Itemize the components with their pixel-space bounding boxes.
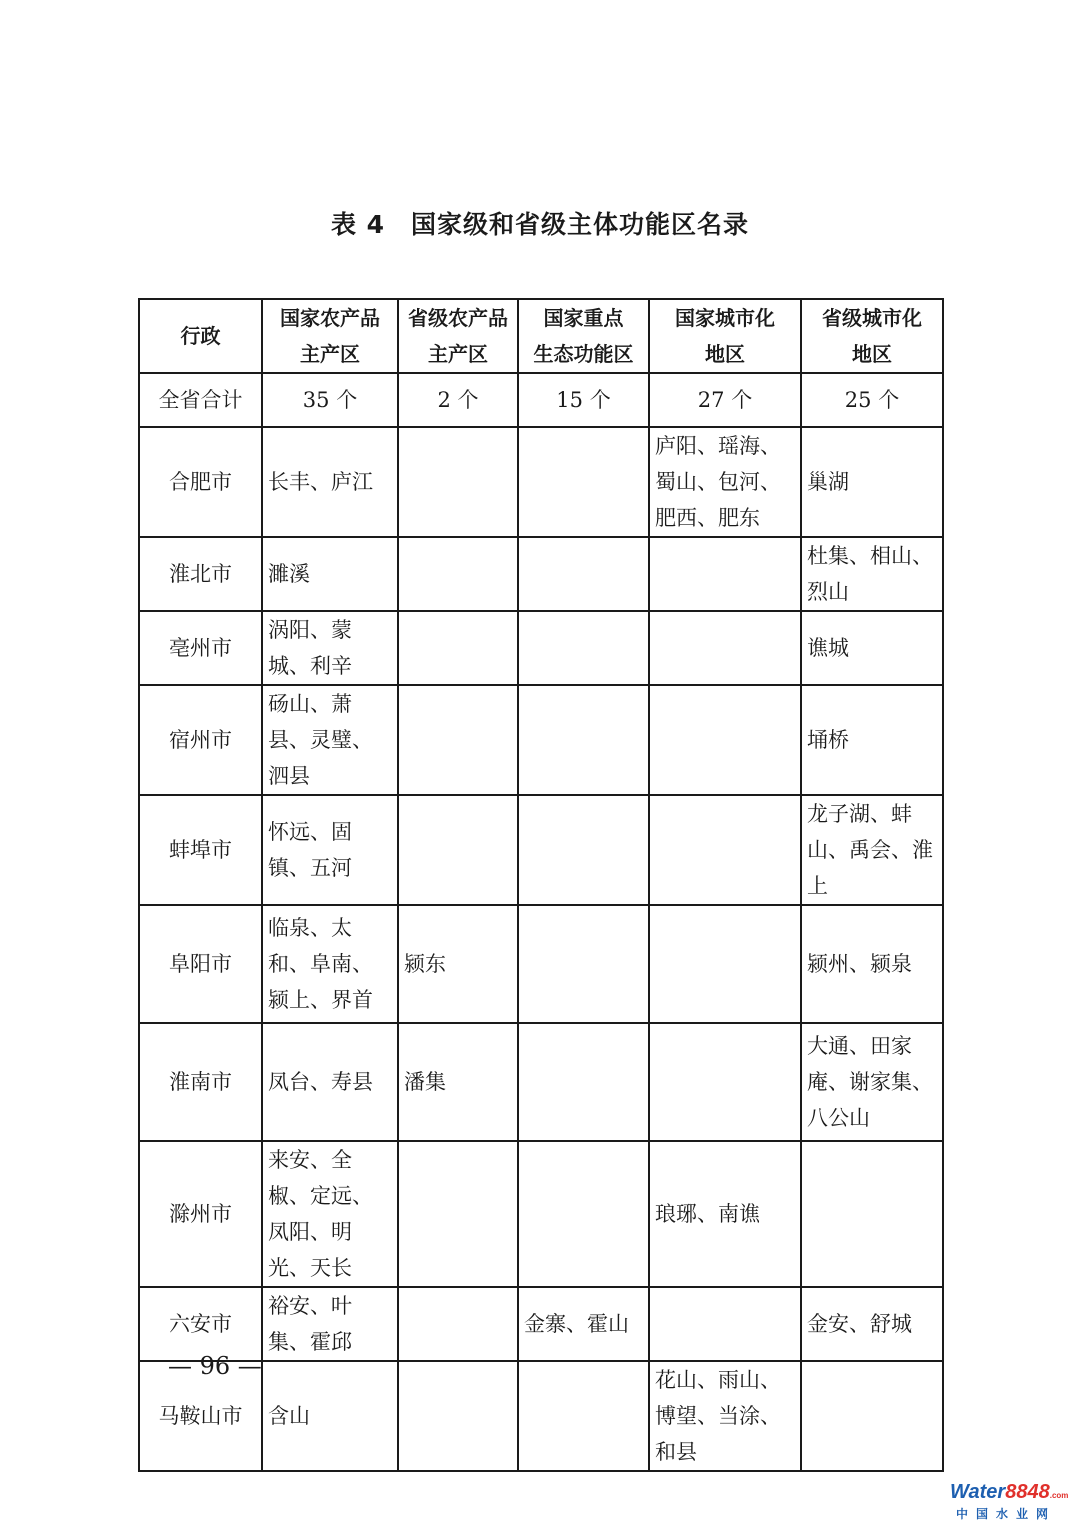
header-cell: 行政 bbox=[139, 299, 262, 373]
zone-cell: 琅琊、南谯 bbox=[649, 1141, 801, 1287]
zone-cell bbox=[649, 611, 801, 685]
zone-cell: 谯城 bbox=[801, 611, 943, 685]
city-cell: 淮北市 bbox=[139, 537, 262, 611]
zone-cell bbox=[398, 537, 518, 611]
zone-cell bbox=[518, 1023, 649, 1141]
zone-cell bbox=[649, 905, 801, 1023]
zone-cell: 大通、田家庵、谢家集、八公山 bbox=[801, 1023, 943, 1141]
page-number: — 96 — bbox=[168, 1352, 262, 1380]
zone-cell: 金寨、霍山 bbox=[518, 1287, 649, 1361]
table-row bbox=[139, 537, 943, 611]
table-row bbox=[139, 905, 943, 1023]
zone-cell: 砀山、萧县、灵璧、泗县 bbox=[262, 685, 398, 795]
total-cell: 25 个 bbox=[801, 373, 943, 427]
table-number: 表 4 bbox=[330, 210, 386, 239]
zone-cell bbox=[398, 1361, 518, 1471]
zone-cell: 潘集 bbox=[398, 1023, 518, 1141]
city-cell: 滁州市 bbox=[139, 1141, 262, 1287]
city-cell: 蚌埠市 bbox=[139, 795, 262, 905]
city-cell: 六安市 bbox=[139, 1287, 262, 1361]
table-row bbox=[139, 1287, 943, 1361]
zone-cell: 颍东 bbox=[398, 905, 518, 1023]
city-cell: 淮南市 bbox=[139, 1023, 262, 1141]
zone-cell bbox=[398, 795, 518, 905]
table-row bbox=[139, 611, 943, 685]
table-title bbox=[0, 205, 1080, 241]
header-cell: 国家重点 生态功能区 bbox=[518, 299, 649, 373]
zone-cell bbox=[649, 537, 801, 611]
city-cell: 亳州市 bbox=[139, 611, 262, 685]
city-cell: 阜阳市 bbox=[139, 905, 262, 1023]
header-cell: 国家农产品 主产区 bbox=[262, 299, 398, 373]
table-row bbox=[139, 795, 943, 905]
header-row bbox=[139, 299, 943, 373]
zone-cell: 金安、舒城 bbox=[801, 1287, 943, 1361]
table-row bbox=[139, 1023, 943, 1141]
zone-cell bbox=[518, 795, 649, 905]
zone-cell: 颍州、颍泉 bbox=[801, 905, 943, 1023]
function-zone-table bbox=[138, 298, 944, 1472]
zone-cell: 怀远、固镇、五河 bbox=[262, 795, 398, 905]
zone-cell bbox=[649, 1287, 801, 1361]
header-cell: 国家城市化 地区 bbox=[649, 299, 801, 373]
zone-cell bbox=[398, 1141, 518, 1287]
zone-cell bbox=[518, 905, 649, 1023]
zone-cell bbox=[518, 611, 649, 685]
zone-cell: 埇桥 bbox=[801, 685, 943, 795]
zone-cell bbox=[398, 611, 518, 685]
city-cell: 马鞍山市 bbox=[139, 1361, 262, 1471]
zone-cell bbox=[518, 427, 649, 537]
table-row bbox=[139, 1141, 943, 1287]
zone-cell bbox=[801, 1141, 943, 1287]
header-cell: 省级城市化 地区 bbox=[801, 299, 943, 373]
table-row bbox=[139, 427, 943, 537]
zone-cell: 巢湖 bbox=[801, 427, 943, 537]
zone-cell: 濉溪 bbox=[262, 537, 398, 611]
total-cell: 27 个 bbox=[649, 373, 801, 427]
zone-cell: 花山、雨山、博望、当涂、和县 bbox=[649, 1361, 801, 1471]
zone-cell: 杜集、相山、烈山 bbox=[801, 537, 943, 611]
logo-word: Water bbox=[950, 1481, 1006, 1503]
zone-cell: 裕安、叶集、霍邱 bbox=[262, 1287, 398, 1361]
city-cell: 宿州市 bbox=[139, 685, 262, 795]
table-row bbox=[139, 685, 943, 795]
zone-cell: 来安、全椒、定远、凤阳、明光、天长 bbox=[262, 1141, 398, 1287]
logo-subtitle: 中国水业网 bbox=[956, 1507, 1057, 1521]
zone-cell bbox=[398, 427, 518, 537]
watermark-logo bbox=[950, 1482, 1075, 1522]
total-cell: 35 个 bbox=[262, 373, 398, 427]
zone-cell bbox=[518, 1141, 649, 1287]
zone-cell bbox=[518, 537, 649, 611]
header-cell: 省级农产品 主产区 bbox=[398, 299, 518, 373]
zone-cell bbox=[518, 685, 649, 795]
city-cell: 合肥市 bbox=[139, 427, 262, 537]
zone-cell: 长丰、庐江 bbox=[262, 427, 398, 537]
total-cell: 15 个 bbox=[518, 373, 649, 427]
zone-cell: 涡阳、蒙城、利辛 bbox=[262, 611, 398, 685]
total-cell: 2 个 bbox=[398, 373, 518, 427]
zone-cell: 临泉、太和、阜南、颍上、界首 bbox=[262, 905, 398, 1023]
zone-cell bbox=[649, 685, 801, 795]
logo-domain: .com bbox=[1049, 1491, 1069, 1500]
zone-cell: 凤台、寿县 bbox=[262, 1023, 398, 1141]
table-caption: 国家级和省级主体功能区名录 bbox=[411, 210, 750, 239]
zone-cell bbox=[518, 1361, 649, 1471]
zone-cell bbox=[801, 1361, 943, 1471]
total-cell: 全省合计 bbox=[139, 373, 262, 427]
total-row bbox=[139, 373, 943, 427]
zone-cell bbox=[649, 1023, 801, 1141]
zone-cell bbox=[398, 1287, 518, 1361]
zone-cell: 含山 bbox=[262, 1361, 398, 1471]
zone-cell: 龙子湖、蚌山、禹会、淮上 bbox=[801, 795, 943, 905]
logo-number: 8848 bbox=[1005, 1481, 1050, 1503]
zone-cell bbox=[649, 795, 801, 905]
zone-cell: 庐阳、瑶海、蜀山、包河、肥西、肥东 bbox=[649, 427, 801, 537]
zone-cell bbox=[398, 685, 518, 795]
